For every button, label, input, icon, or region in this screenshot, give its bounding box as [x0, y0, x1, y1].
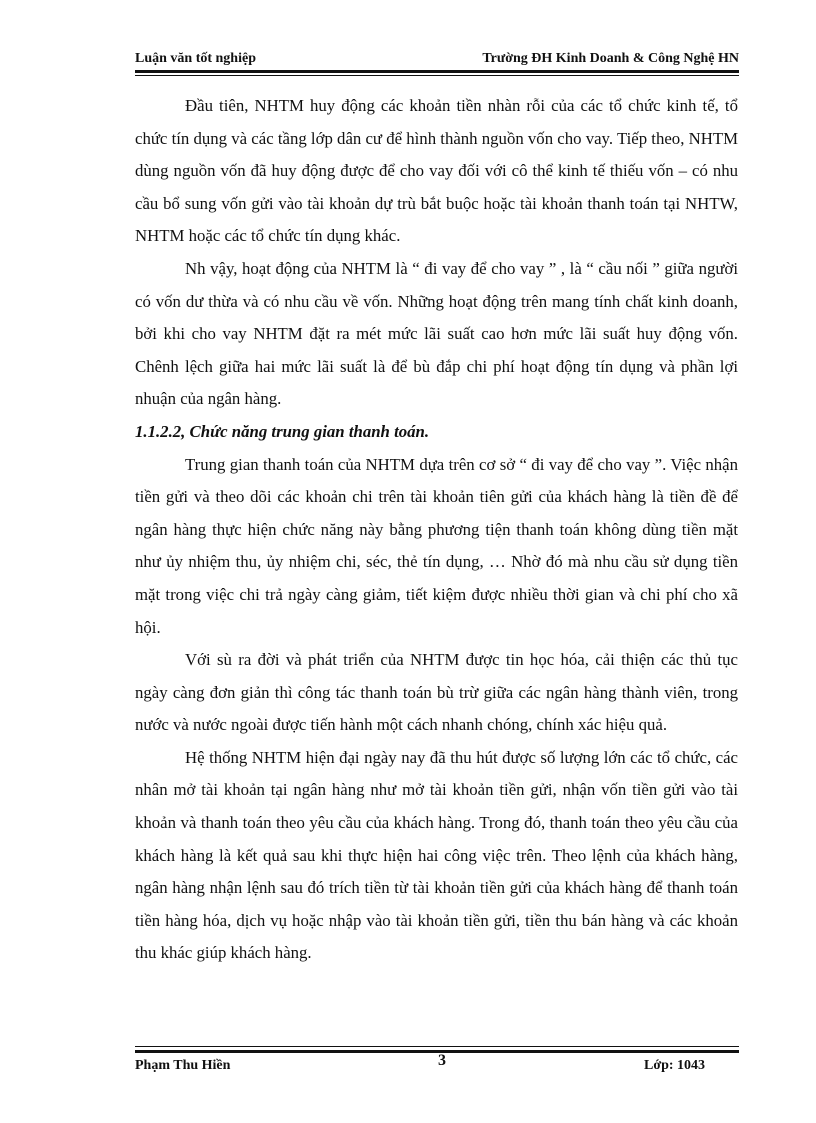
page-number: 3 [438, 1052, 446, 1069]
page-footer [135, 1054, 739, 1074]
footer-author: Phạm Thu Hiền [135, 1058, 231, 1073]
document-body [135, 90, 738, 970]
paragraph-4: Với sù ra đời và phát triển của NHTM được tin học hóa, cải thiện các thủ tục ngày càng đơn giản thì công tác thanh toán bù trừ giữa các ngân hàng thành viên, trong nước và nước ngoài được tiến hành một cách nhanh chóng, chính xác hiệu quả. [135, 650, 738, 735]
footer-rule-thick [135, 1050, 739, 1053]
header-rule-thick [135, 70, 739, 73]
header-rule-thin [135, 75, 739, 76]
paragraph-3: Trung gian thanh toán của NHTM dựa trên cơ sở “ đi vay để cho vay ”. Việc nhận tiền gửi và theo dõi các khoản chi trên tài khoản tiên gửi của khách hàng là tiền đề để ngân hàng thực hiện chức năng này bằng phương tiện thanh toán không dùng tiền mặt như ủy nhiệm thu, ủy nhiệm chi, séc, thẻ tín dụng, … Nhờ đó mà nhu cầu sử dụng tiền mặt trong việc chi trả ngày càng giảm, tiết kiệm được nhiều thời gian và chi phí cho xã hội. [135, 454, 738, 637]
header-university: Trường ĐH Kinh Doanh & Công Nghệ HN [482, 51, 739, 66]
footer-class: Lớp: 1043 [644, 1058, 706, 1073]
page-header [135, 51, 739, 69]
header-thesis-label: Luận văn tốt nghiệp [135, 51, 256, 66]
footer-rule-thin [135, 1046, 739, 1047]
paragraph-1: Đầu tiên, NHTM huy động các khoản tiền nhàn rỗi của các tổ chức kinh tế, tổ chức tín dụng và các tầng lớp dân cư để hình thành nguồn vốn cho vay. Tiếp theo, NHTM dùng nguồn vốn đã huy động được để cho vay đối với cô thể kinh tế thiếu vốn – có nhu cầu bổ sung vốn gửi vào tài khoản dự trù bắt buộc hoặc tài khoản thanh toán tại NHTW, NHTM hoặc các tổ chức tín dụng khác. [135, 96, 738, 246]
section-heading: 1.1.2.2, Chức năng trung gian thanh toán. [135, 421, 430, 441]
paragraph-5: Hệ thống NHTM hiện đại ngày nay đã thu hút được số lượng lớn các tổ chức, các nhân mở tài khoản tại ngân hàng như mở tài khoản tiền gửi, nhận vốn tiền gửi vào tài khoản và thanh toán theo yêu cầu của khách hàng. Trong đó, thanh toán theo yêu cầu của khách hàng là kết quả sau khi thực hiện hai công việc trên. Theo lệnh của khách hàng, ngân hàng nhận lệnh sau đó trích tiền từ tài khoản tiền gửi của khách hàng để thanh toán tiền hàng hóa, dịch vụ hoặc nhập vào tài khoản tiền gửi, tiền thu bán hàng và các khoản thu khác giúp khách hàng. [135, 747, 738, 963]
paragraph-2: Nh vậy, hoạt động của NHTM là “ đi vay để cho vay ” , là “ cầu nối ” giữa người có vốn dư thừa và có nhu cầu về vốn. Những hoạt động trên mang tính chất kinh doanh, bởi khi cho vay NHTM đặt ra mét mức lãi suất cao hơn mức lãi suất huy động vốn. Chênh lệch giữa hai mức lãi suất là để bù đắp chi phí hoạt động tín dụng và phần lợi nhuận của ngân hàng. [135, 258, 738, 409]
